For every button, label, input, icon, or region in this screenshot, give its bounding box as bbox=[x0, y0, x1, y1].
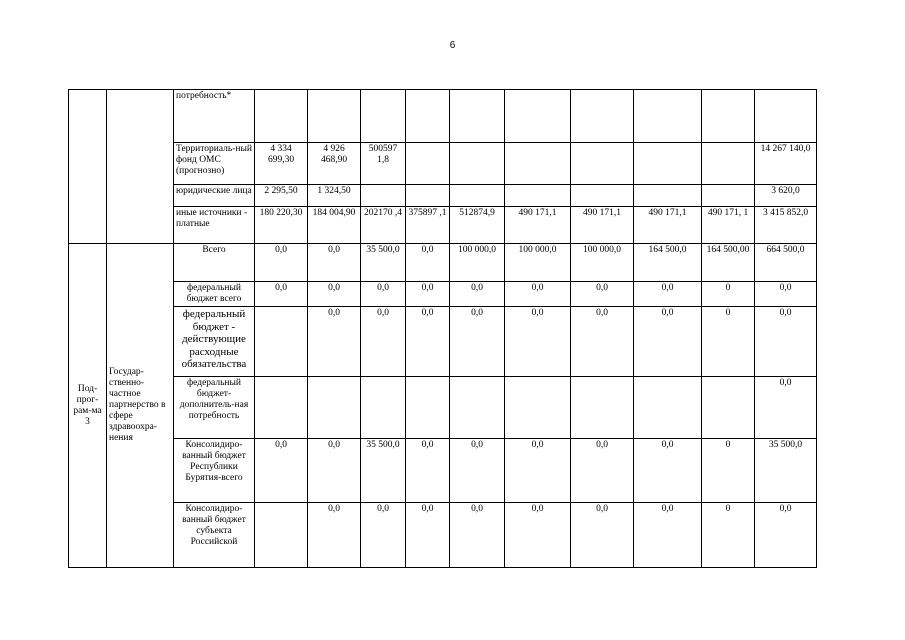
value-cell: 0,0 bbox=[406, 307, 450, 377]
value-cell: 14 267 140,0 bbox=[755, 143, 817, 185]
value-cell bbox=[255, 377, 308, 439]
table-row bbox=[69, 143, 817, 185]
value-cell: 0,0 bbox=[634, 282, 702, 307]
row-label: федеральный бюджет - действующие расходные обязательства bbox=[174, 307, 255, 377]
table-row bbox=[69, 90, 817, 143]
value-cell: 0 bbox=[702, 439, 755, 503]
value-cell bbox=[361, 90, 406, 143]
value-cell: 0,0 bbox=[406, 282, 450, 307]
value-cell: 4 926 468,90 bbox=[308, 143, 361, 185]
value-cell: 375897 ,1 bbox=[406, 207, 450, 244]
value-cell: 0,0 bbox=[450, 439, 505, 503]
row-label: потребность* bbox=[174, 90, 255, 143]
value-cell bbox=[702, 377, 755, 439]
value-cell: 0,0 bbox=[361, 503, 406, 568]
value-cell bbox=[308, 90, 361, 143]
table-row bbox=[69, 185, 817, 207]
value-cell: 0,0 bbox=[308, 439, 361, 503]
value-cell: 0,0 bbox=[450, 503, 505, 568]
value-cell bbox=[571, 90, 634, 143]
value-cell: 490 171,1 bbox=[505, 207, 571, 244]
value-cell: 0 bbox=[702, 307, 755, 377]
value-cell: 4 334 699,30 bbox=[255, 143, 308, 185]
row-label: Консолидиро-ванный бюджет Республики Бурятия-всего bbox=[174, 439, 255, 503]
value-cell: 180 220,30 bbox=[255, 207, 308, 244]
value-cell: 0,0 bbox=[406, 503, 450, 568]
value-cell: 35 500,0 bbox=[755, 439, 817, 503]
subprogram-label: Под-прог-рам-ма 3 bbox=[69, 244, 107, 568]
value-cell: 0,0 bbox=[308, 503, 361, 568]
table-row bbox=[69, 439, 817, 503]
value-cell: 100 000,0 bbox=[505, 244, 571, 282]
value-cell: 0,0 bbox=[361, 307, 406, 377]
value-cell bbox=[755, 90, 817, 143]
table-row bbox=[69, 503, 817, 568]
value-cell: 0,0 bbox=[406, 244, 450, 282]
value-cell: 164 500,0 bbox=[634, 244, 702, 282]
value-cell bbox=[702, 143, 755, 185]
value-cell: 490 171,1 bbox=[571, 207, 634, 244]
value-cell bbox=[505, 90, 571, 143]
value-cell bbox=[571, 143, 634, 185]
value-cell: 0,0 bbox=[308, 282, 361, 307]
budget-table bbox=[68, 89, 817, 568]
value-cell: 0,0 bbox=[255, 439, 308, 503]
row-label: Консолидиро-ванный бюджет субъекта Российской bbox=[174, 503, 255, 568]
value-cell bbox=[571, 185, 634, 207]
value-cell: 3 620,0 bbox=[755, 185, 817, 207]
row-label: иные источники - платные bbox=[174, 207, 255, 244]
value-cell: 490 171, 1 bbox=[702, 207, 755, 244]
empty-cell bbox=[107, 90, 174, 244]
value-cell: 0,0 bbox=[634, 503, 702, 568]
subprogram-title: Государ-ственно-частное партнерство в сфере здравоохра-нения bbox=[107, 244, 174, 568]
row-label: юридические лица bbox=[174, 185, 255, 207]
row-label: Всего bbox=[174, 244, 255, 282]
value-cell: 0,0 bbox=[571, 282, 634, 307]
value-cell bbox=[505, 185, 571, 207]
value-cell: 500597 1,8 bbox=[361, 143, 406, 185]
value-cell: 0,0 bbox=[308, 244, 361, 282]
value-cell bbox=[450, 377, 505, 439]
row-label: федеральный бюджет-дополнитель-ная потребность bbox=[174, 377, 255, 439]
value-cell bbox=[702, 185, 755, 207]
value-cell: 0,0 bbox=[308, 307, 361, 377]
value-cell: 0,0 bbox=[571, 503, 634, 568]
value-cell: 164 500,00 bbox=[702, 244, 755, 282]
value-cell: 0 bbox=[702, 282, 755, 307]
table-row bbox=[69, 377, 817, 439]
value-cell bbox=[702, 90, 755, 143]
value-cell bbox=[255, 307, 308, 377]
value-cell: 0,0 bbox=[505, 282, 571, 307]
value-cell: 2 295,50 bbox=[255, 185, 308, 207]
value-cell bbox=[634, 377, 702, 439]
value-cell: 0,0 bbox=[634, 307, 702, 377]
value-cell bbox=[361, 185, 406, 207]
value-cell: 1 324,50 bbox=[308, 185, 361, 207]
value-cell: 664 500,0 bbox=[755, 244, 817, 282]
value-cell: 0,0 bbox=[450, 307, 505, 377]
value-cell: 0,0 bbox=[505, 439, 571, 503]
value-cell: 0,0 bbox=[255, 282, 308, 307]
value-cell: 0,0 bbox=[755, 503, 817, 568]
value-cell bbox=[361, 377, 406, 439]
value-cell: 184 004,90 bbox=[308, 207, 361, 244]
value-cell: 0,0 bbox=[571, 439, 634, 503]
table-row bbox=[69, 307, 817, 377]
value-cell: 0,0 bbox=[634, 439, 702, 503]
value-cell: 202170 ,4 bbox=[361, 207, 406, 244]
value-cell: 0 bbox=[702, 503, 755, 568]
value-cell: 0,0 bbox=[755, 377, 817, 439]
value-cell: 490 171,1 bbox=[634, 207, 702, 244]
value-cell bbox=[571, 377, 634, 439]
value-cell bbox=[505, 377, 571, 439]
value-cell: 0,0 bbox=[505, 307, 571, 377]
page-number: 6 bbox=[449, 40, 456, 51]
value-cell: 35 500,0 bbox=[361, 244, 406, 282]
value-cell: 0,0 bbox=[571, 307, 634, 377]
value-cell: 512874,9 bbox=[450, 207, 505, 244]
value-cell bbox=[505, 143, 571, 185]
value-cell: 0,0 bbox=[406, 439, 450, 503]
value-cell: 100 000,0 bbox=[450, 244, 505, 282]
value-cell bbox=[406, 90, 450, 143]
value-cell bbox=[634, 185, 702, 207]
value-cell: 100 000,0 bbox=[571, 244, 634, 282]
table-row bbox=[69, 207, 817, 244]
value-cell: 0,0 bbox=[755, 307, 817, 377]
row-label: федеральный бюджет всего bbox=[174, 282, 255, 307]
value-cell: 0,0 bbox=[361, 282, 406, 307]
row-label: Территориаль-ный фонд ОМС (прогнозно) bbox=[174, 143, 255, 185]
value-cell bbox=[450, 90, 505, 143]
value-cell bbox=[308, 377, 361, 439]
value-cell bbox=[255, 90, 308, 143]
value-cell: 0,0 bbox=[755, 282, 817, 307]
value-cell: 0,0 bbox=[255, 244, 308, 282]
table-row bbox=[69, 244, 817, 282]
empty-cell bbox=[69, 90, 107, 244]
value-cell: 0,0 bbox=[505, 503, 571, 568]
table-row bbox=[69, 282, 817, 307]
value-cell bbox=[634, 90, 702, 143]
value-cell bbox=[406, 185, 450, 207]
value-cell: 3 415 852,0 bbox=[755, 207, 817, 244]
value-cell bbox=[634, 143, 702, 185]
value-cell bbox=[406, 143, 450, 185]
value-cell bbox=[406, 377, 450, 439]
value-cell bbox=[255, 503, 308, 568]
value-cell bbox=[450, 143, 505, 185]
value-cell: 35 500,0 bbox=[361, 439, 406, 503]
value-cell bbox=[450, 185, 505, 207]
value-cell: 0,0 bbox=[450, 282, 505, 307]
